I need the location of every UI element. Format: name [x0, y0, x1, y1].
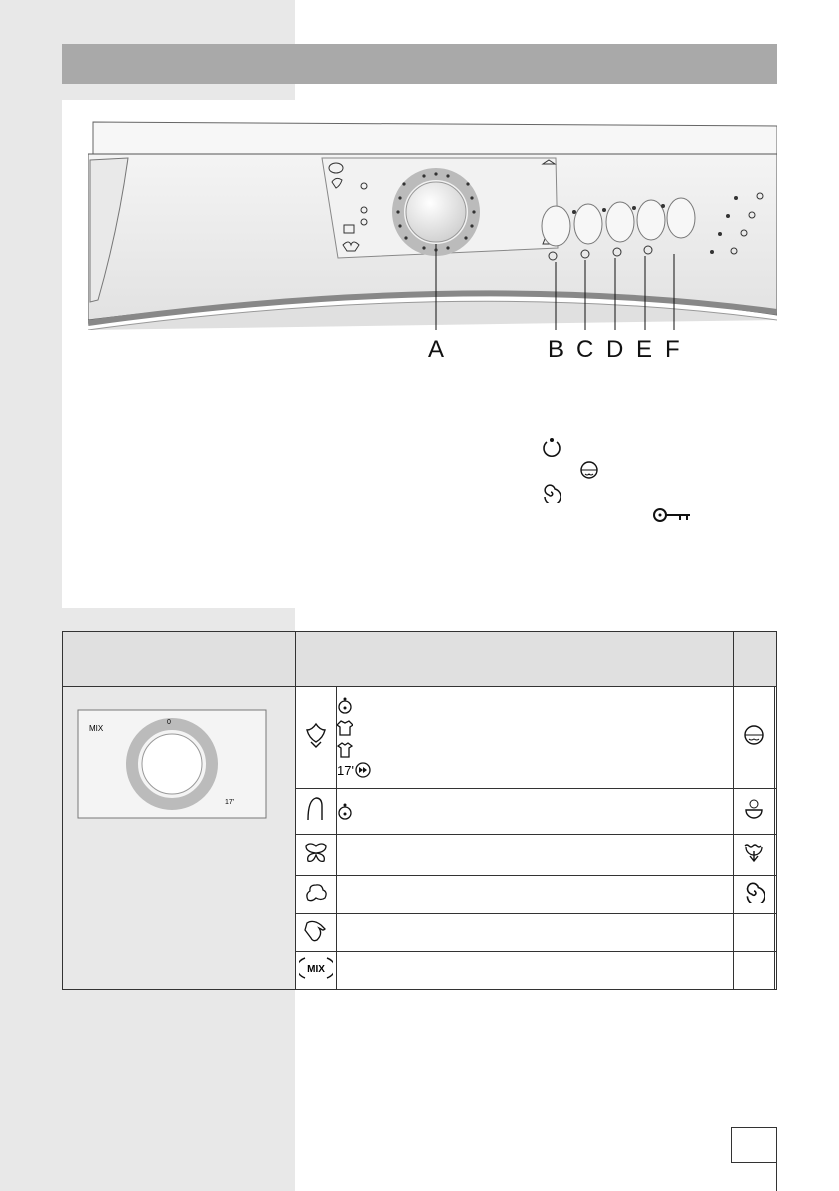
- shirt-icon: [337, 717, 353, 739]
- callout-b: B: [548, 336, 565, 363]
- spin-icon-cell: [734, 876, 775, 914]
- spin-desc-cell: [775, 876, 777, 914]
- page-number-box: [731, 1127, 777, 1163]
- drain-desc-cell: [775, 835, 777, 876]
- empty-icon-cell: [734, 952, 775, 990]
- wool-icon-cell: [296, 876, 337, 914]
- delicate-options-cell: [337, 835, 734, 876]
- callout-e: E: [636, 336, 653, 363]
- spin-icon: [541, 483, 561, 503]
- mix-icon-cell: [296, 952, 337, 990]
- empty-desc-cell: [775, 952, 777, 990]
- delicate-icon: [303, 842, 329, 864]
- rinse-desc-cell: [775, 687, 777, 789]
- dial-thumbnail: [77, 709, 267, 819]
- table-row: [63, 687, 777, 789]
- cotton-options-cell: [337, 687, 734, 789]
- callout-d: D: [606, 336, 624, 363]
- empty-desc-cell: [775, 914, 777, 952]
- svg-text:17': 17': [225, 799, 235, 806]
- softener-icon: [742, 797, 766, 821]
- synthetic-icon-cell: [296, 789, 337, 835]
- header-cell-functions: [734, 632, 777, 687]
- svg-text:MIX: MIX: [307, 964, 325, 975]
- mix-options-cell: [337, 952, 734, 990]
- prewash-icon: [337, 801, 353, 823]
- power-icon: [541, 437, 563, 459]
- rinse-icon: [742, 724, 766, 746]
- program-table: [62, 631, 777, 990]
- section-header-bar: [62, 44, 777, 84]
- softener-icon-cell: [734, 789, 775, 835]
- drain-icon: [742, 841, 766, 865]
- cotton-icon-cell: [296, 687, 337, 789]
- wool-icon: [303, 880, 329, 904]
- rinse-icon-cell: [734, 687, 775, 789]
- cotton-icon: [303, 721, 329, 749]
- wool-options-cell: [337, 876, 734, 914]
- softener-desc-cell: [775, 789, 777, 835]
- quick-17-icon: [337, 761, 372, 779]
- drain-icon-cell: [734, 835, 775, 876]
- header-cell-options: [296, 632, 734, 687]
- svg-text:0: 0: [167, 719, 171, 726]
- synthetic-options-cell: [337, 789, 734, 835]
- empty-icon-cell: [734, 914, 775, 952]
- table-header-row: [63, 632, 777, 687]
- prewash-icon: [337, 695, 353, 717]
- callout-f: F: [665, 336, 680, 363]
- callout-c: C: [576, 336, 594, 363]
- dial-thumbnail-cell: [63, 687, 296, 990]
- control-panel-illustration: [88, 120, 777, 330]
- tshirt-icon: [337, 739, 353, 761]
- mix-icon: [299, 956, 333, 980]
- delicate-icon-cell: [296, 835, 337, 876]
- handwash-options-cell: [337, 914, 734, 952]
- svg-text:MIX: MIX: [89, 724, 104, 733]
- key-icon: [652, 507, 692, 523]
- handwash-icon-cell: [296, 914, 337, 952]
- spin-icon: [743, 881, 765, 903]
- header-cell-program: [63, 632, 296, 687]
- rinse-icon: [578, 460, 600, 480]
- synthetic-icon: [304, 796, 328, 822]
- quick-17-label: 17': [337, 762, 354, 778]
- page-number-line: [776, 1161, 777, 1191]
- callout-a: A: [428, 336, 445, 363]
- handwash-icon: [303, 917, 329, 943]
